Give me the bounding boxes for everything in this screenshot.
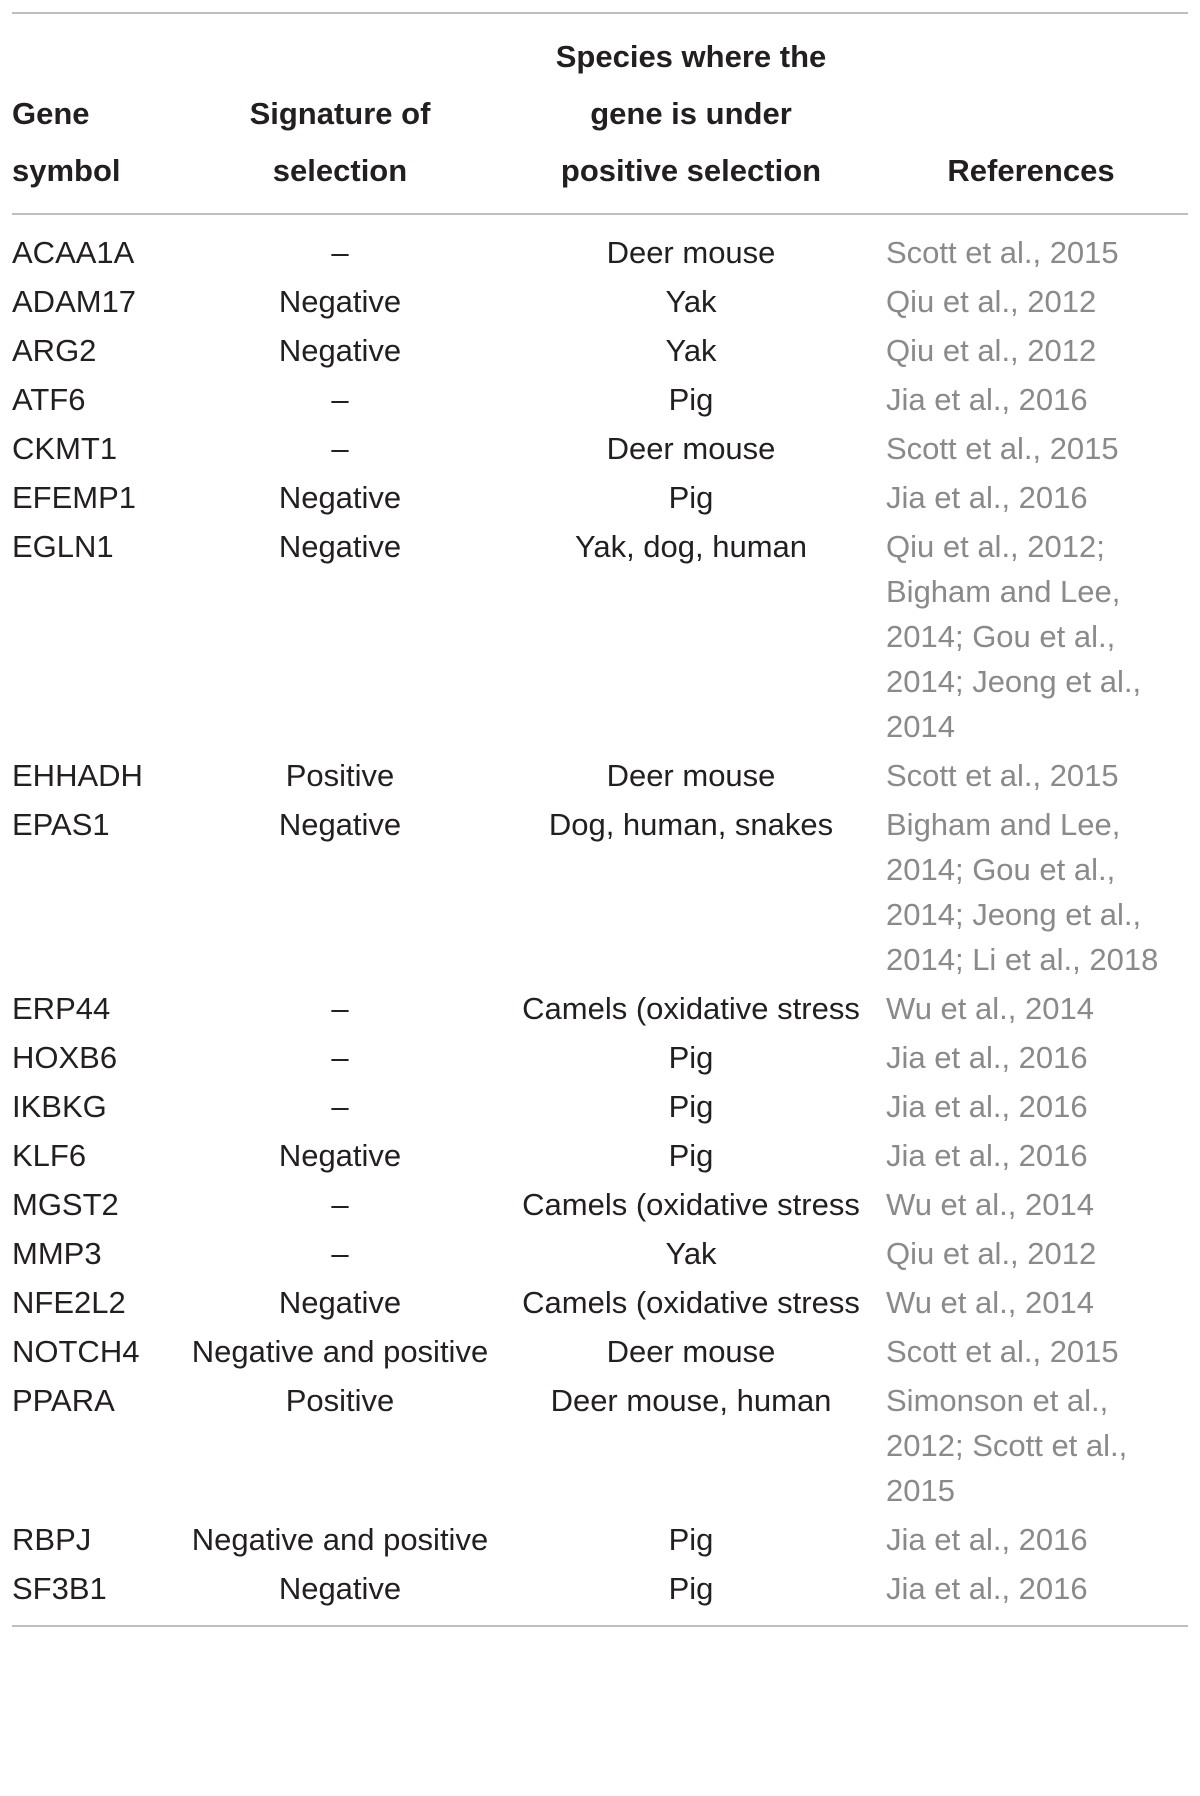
signature-cell: – bbox=[331, 235, 349, 270]
table-row bbox=[12, 1227, 1188, 1276]
references-cell: Wu et al., 2014 bbox=[886, 1285, 1094, 1320]
signature-cell: – bbox=[331, 1040, 349, 1075]
table-body bbox=[12, 214, 1188, 1625]
header-references: References bbox=[874, 14, 1188, 214]
species-cell: Pig bbox=[668, 1089, 714, 1124]
table-header bbox=[12, 13, 1188, 214]
references-cell: Jia et al., 2016 bbox=[886, 1040, 1088, 1075]
species-cell: Yak bbox=[665, 1236, 717, 1271]
signature-cell: Negative bbox=[278, 1138, 402, 1173]
table-row bbox=[12, 471, 1188, 520]
table-row bbox=[12, 1325, 1188, 1374]
references-cell: Scott et al., 2015 bbox=[886, 431, 1119, 466]
table-row bbox=[12, 1080, 1188, 1129]
gene-symbol-cell: PPARA bbox=[12, 1383, 115, 1418]
gene-symbol-cell: NFE2L2 bbox=[12, 1285, 126, 1320]
references-cell: Simonson et al., 2012; Scott et al., 2015 bbox=[886, 1383, 1128, 1508]
gene-symbol-cell: EPAS1 bbox=[12, 807, 110, 842]
signature-cell: – bbox=[331, 382, 349, 417]
header-species bbox=[508, 14, 874, 214]
signature-cell: – bbox=[331, 1187, 349, 1222]
gene-symbol-cell: MGST2 bbox=[12, 1187, 119, 1222]
header-gene-symbol-line: symbol bbox=[12, 153, 121, 188]
table-row bbox=[12, 373, 1188, 422]
gene-symbol-cell: IKBKG bbox=[12, 1089, 107, 1124]
references-cell: Jia et al., 2016 bbox=[886, 1138, 1088, 1173]
header-signature-of-selection bbox=[172, 14, 508, 214]
table-row bbox=[12, 324, 1188, 373]
species-cell: Pig bbox=[668, 1522, 714, 1557]
signature-cell: Negative bbox=[278, 1285, 402, 1320]
gene-symbol-cell: MMP3 bbox=[12, 1236, 102, 1271]
gene-selection-table bbox=[12, 12, 1188, 1627]
references-cell: Qiu et al., 2012; Bigham and Lee, 2014; Gou et al., 2014; Jeong et al., 2014 bbox=[886, 529, 1142, 744]
table-row bbox=[12, 1513, 1188, 1562]
table-row bbox=[12, 1562, 1188, 1625]
references-cell: Scott et al., 2015 bbox=[886, 758, 1119, 793]
table-row bbox=[12, 1129, 1188, 1178]
header-species-line: Species where the bbox=[555, 39, 827, 74]
references-cell: Qiu et al., 2012 bbox=[886, 333, 1097, 368]
signature-cell: – bbox=[331, 1236, 349, 1271]
signature-cell: Negative bbox=[278, 1571, 402, 1606]
gene-symbol-cell: EFEMP1 bbox=[12, 480, 137, 515]
species-cell: Pig bbox=[668, 1040, 714, 1075]
species-cell: Dog, human, snakes bbox=[548, 807, 834, 842]
species-cell: Pig bbox=[668, 480, 714, 515]
table-row bbox=[12, 798, 1188, 982]
species-cell: Deer mouse bbox=[606, 235, 776, 270]
references-cell: Jia et al., 2016 bbox=[886, 1089, 1088, 1124]
table-row bbox=[12, 1178, 1188, 1227]
species-cell: Yak bbox=[665, 284, 717, 319]
species-cell: Camels (oxidative stress bbox=[522, 1187, 860, 1222]
gene-symbol-cell: EGLN1 bbox=[12, 529, 114, 564]
table-row bbox=[12, 982, 1188, 1031]
species-cell: Deer mouse, human bbox=[550, 1383, 832, 1418]
gene-symbol-cell: ATF6 bbox=[12, 382, 86, 417]
signature-cell: Positive bbox=[285, 758, 395, 793]
references-cell: Wu et al., 2014 bbox=[886, 1187, 1094, 1222]
signature-cell: – bbox=[331, 431, 349, 466]
signature-cell: Negative and positive bbox=[191, 1522, 489, 1557]
signature-cell: Negative bbox=[278, 333, 402, 368]
signature-cell: – bbox=[331, 991, 349, 1026]
species-cell: Yak, dog, human bbox=[574, 529, 808, 564]
references-cell: Jia et al., 2016 bbox=[886, 1522, 1088, 1557]
references-cell: Qiu et al., 2012 bbox=[886, 1236, 1097, 1271]
gene-symbol-cell: SF3B1 bbox=[12, 1571, 107, 1606]
species-cell: Pig bbox=[668, 382, 714, 417]
species-cell: Deer mouse bbox=[606, 758, 776, 793]
references-cell: Qiu et al., 2012 bbox=[886, 284, 1097, 319]
references-cell: Jia et al., 2016 bbox=[886, 382, 1088, 417]
gene-symbol-cell: ARG2 bbox=[12, 333, 97, 368]
header-species-line: gene is under bbox=[590, 96, 792, 131]
table-row bbox=[12, 1031, 1188, 1080]
header-species-line: positive selection bbox=[560, 153, 822, 188]
signature-cell: Negative and positive bbox=[191, 1334, 489, 1369]
table-row bbox=[12, 1374, 1188, 1513]
gene-symbol-cell: RBPJ bbox=[12, 1522, 92, 1557]
gene-symbol-cell: CKMT1 bbox=[12, 431, 118, 466]
header-signature-line: Signature of bbox=[249, 96, 431, 131]
table-row bbox=[12, 749, 1188, 798]
references-cell: Wu et al., 2014 bbox=[886, 991, 1094, 1026]
table-row bbox=[12, 520, 1188, 749]
references-cell: Bigham and Lee, 2014; Gou et al., 2014; Jeong et al., 2014; Li et al., 2018 bbox=[886, 807, 1159, 977]
gene-symbol-cell: ADAM17 bbox=[12, 284, 137, 319]
header-row bbox=[12, 14, 1188, 214]
table-row bbox=[12, 1276, 1188, 1325]
references-cell: Scott et al., 2015 bbox=[886, 235, 1119, 270]
references-cell: Scott et al., 2015 bbox=[886, 1334, 1119, 1369]
header-gene-symbol bbox=[12, 14, 172, 214]
species-cell: Yak bbox=[665, 333, 717, 368]
species-cell: Camels (oxidative stress bbox=[522, 1285, 860, 1320]
signature-cell: Negative bbox=[278, 807, 402, 842]
gene-symbol-cell: KLF6 bbox=[12, 1138, 87, 1173]
gene-symbol-cell: ACAA1A bbox=[12, 235, 135, 270]
header-gene-symbol-line: Gene bbox=[12, 96, 90, 131]
table-row bbox=[12, 422, 1188, 471]
species-cell: Pig bbox=[668, 1571, 714, 1606]
references-cell: Jia et al., 2016 bbox=[886, 480, 1088, 515]
header-signature-line: selection bbox=[272, 153, 408, 188]
signature-cell: Negative bbox=[278, 480, 402, 515]
signature-cell: Positive bbox=[285, 1383, 395, 1418]
bottom-rule bbox=[12, 1625, 1188, 1626]
signature-cell: – bbox=[331, 1089, 349, 1124]
species-cell: Camels (oxidative stress bbox=[522, 991, 860, 1026]
gene-symbol-cell: HOXB6 bbox=[12, 1040, 118, 1075]
table-row bbox=[12, 275, 1188, 324]
species-cell: Deer mouse bbox=[606, 1334, 776, 1369]
species-cell: Deer mouse bbox=[606, 431, 776, 466]
gene-symbol-cell: NOTCH4 bbox=[12, 1334, 140, 1369]
species-cell: Pig bbox=[668, 1138, 714, 1173]
signature-cell: Negative bbox=[278, 284, 402, 319]
gene-symbol-cell: EHHADH bbox=[12, 758, 143, 793]
signature-cell: Negative bbox=[278, 529, 402, 564]
table-row bbox=[12, 214, 1188, 275]
gene-symbol-cell: ERP44 bbox=[12, 991, 111, 1026]
references-cell: Jia et al., 2016 bbox=[886, 1571, 1088, 1606]
